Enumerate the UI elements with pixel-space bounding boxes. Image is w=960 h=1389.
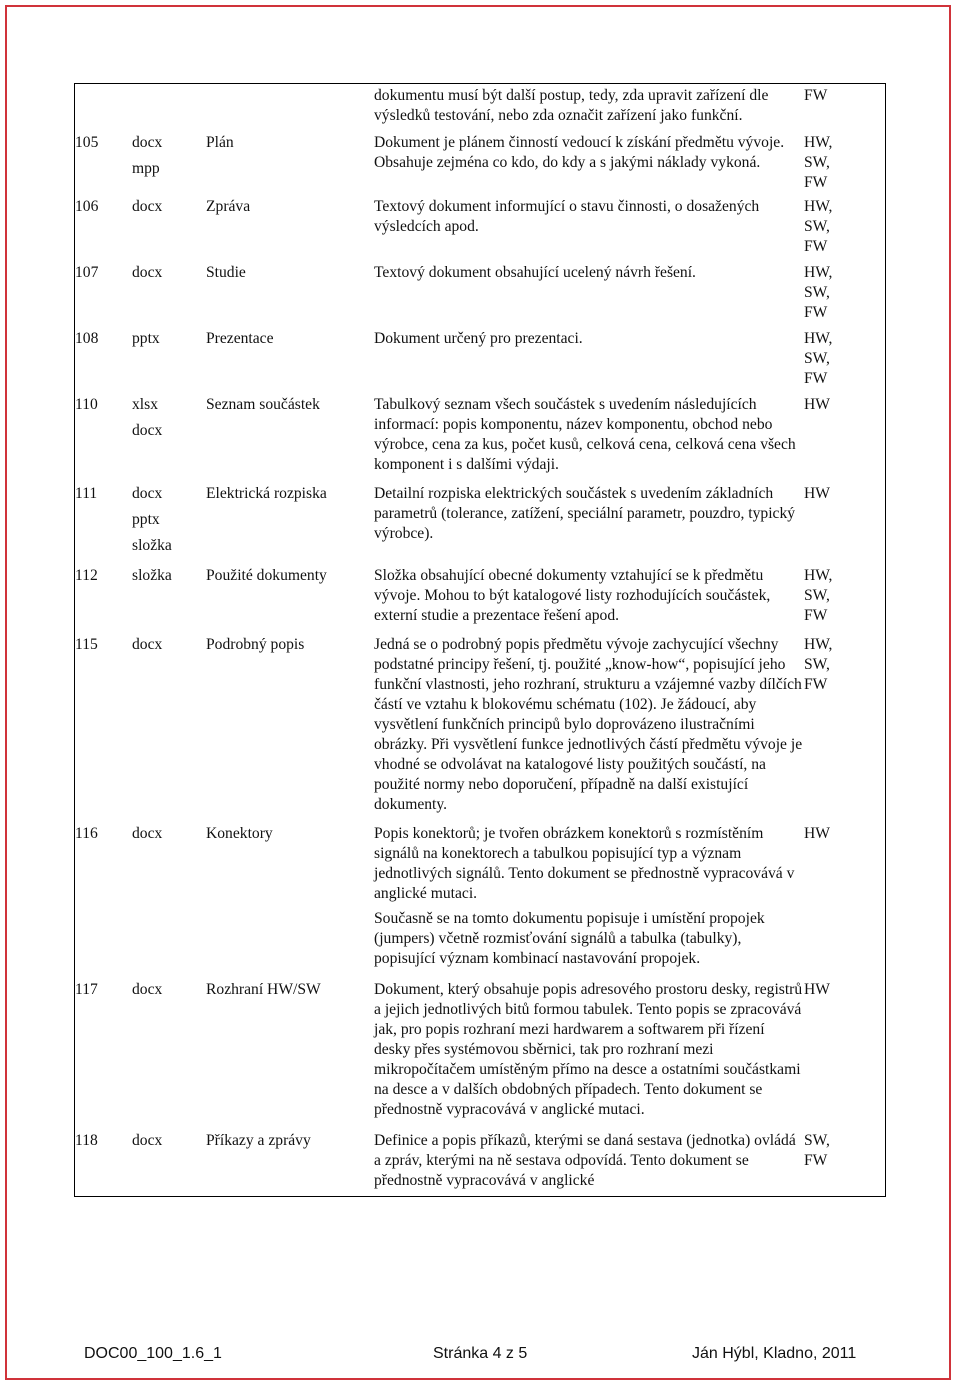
file-formats	[132, 389, 206, 480]
footer-page-number: Stránka 4 z 5	[433, 1345, 528, 1362]
target-category: SW,	[804, 587, 830, 604]
row-number	[75, 257, 133, 323]
target-category: FW	[804, 304, 828, 321]
file-format: pptx	[132, 330, 160, 347]
document-name	[206, 1125, 374, 1197]
target-category: FW	[804, 607, 828, 624]
target-category: FW	[804, 174, 828, 191]
document-description	[374, 562, 804, 631]
table-row	[75, 193, 886, 257]
description-paragraph: Tabulkový seznam všech součástek s uvedením následujících informací: popis komponentu, název komponentu, obchod nebo výrobce, cena za kus, počet kusů, celková cena, celková cena všech komponent i s dalšími výdaji.	[374, 396, 796, 473]
table-row	[75, 389, 886, 480]
document-description	[374, 131, 804, 193]
document-name	[206, 257, 374, 323]
description-paragraph: Definice a popis příkazů, kterými se daná sestava (jednotka) ovládá a zpráv, kterými na ně sestava odpovídá. Tento dokument se přednostně vypracovává v anglické	[374, 1132, 796, 1189]
description-paragraph: Současně se na tomto dokumentu popisuje i umístění propojek (jumpers) včetně rozmisťování signálů a tabulka (tabulky), popisující význam kombinací nastavování propojek.	[374, 910, 765, 967]
table-row	[75, 631, 886, 820]
document-name	[206, 131, 374, 193]
row-number	[75, 131, 133, 193]
document-name-text: Studie	[206, 264, 246, 281]
file-format: docx	[132, 264, 163, 281]
row-number	[75, 323, 133, 389]
row-number-text: 108	[75, 330, 99, 347]
description-paragraph: Popis konektorů; je tvořen obrázkem konektorů s rozmístěním signálů na konektorech a tabulkou popisující typ a význam jednotlivých signálů. Tento dokument se přednostně vypracovává v anglické mutaci.	[374, 825, 795, 902]
document-description	[374, 323, 804, 389]
file-formats	[132, 974, 206, 1125]
target-categories	[804, 480, 886, 562]
description-paragraph: Detailní rozpiska elektrických součástek s uvedením základních parametrů (tolerance, zatížení, speciální parametr, pouzdro, typický výrobce).	[374, 485, 796, 542]
file-format: docx	[132, 825, 163, 842]
document-name-text: Seznam součástek	[206, 396, 320, 413]
table-row	[75, 562, 886, 631]
target-category: FW	[804, 1152, 828, 1169]
target-categories	[804, 323, 886, 389]
file-format: docx	[132, 1132, 163, 1149]
target-categories	[804, 974, 886, 1125]
description-paragraph: Dokument je plánem činností vedoucí k získání předmětu vývoje. Obsahuje zejména co kdo, do kdy a s jakými náklady vykoná.	[374, 134, 785, 171]
table-row	[75, 480, 886, 562]
row-number	[75, 562, 133, 631]
row-number-text: 111	[75, 485, 98, 502]
file-formats	[132, 820, 206, 974]
document-name-text: Prezentace	[206, 330, 274, 347]
document-table	[74, 83, 886, 1197]
file-format: docx	[132, 981, 163, 998]
target-category: HW	[804, 396, 830, 413]
document-name	[206, 193, 374, 257]
target-categories	[804, 131, 886, 193]
document-description	[374, 974, 804, 1125]
row-number-text: 105	[75, 134, 99, 151]
document-name-text: Elektrická rozpiska	[206, 485, 327, 502]
file-format: složka	[132, 567, 172, 584]
row-number	[75, 193, 133, 257]
description-paragraph: dokumentu musí být další postup, tedy, zda upravit zařízení dle výsledků testování, nebo zda označit zařízení jako funkční.	[374, 87, 769, 124]
target-category: FW	[804, 238, 828, 255]
row-number	[75, 84, 133, 132]
target-categories	[804, 193, 886, 257]
description-paragraph: Dokument určený pro prezentaci.	[374, 330, 583, 347]
target-category: HW	[804, 485, 830, 502]
row-number-text: 118	[75, 1132, 98, 1149]
row-number	[75, 480, 133, 562]
row-number-text: 115	[75, 636, 98, 653]
document-description	[374, 84, 804, 132]
file-format: docx	[132, 422, 163, 439]
document-name	[206, 389, 374, 480]
target-category: SW,	[804, 218, 830, 235]
file-formats	[132, 257, 206, 323]
target-category: SW,	[804, 154, 830, 171]
target-categories	[804, 84, 886, 132]
document-description	[374, 480, 804, 562]
file-format: docx	[132, 134, 163, 151]
file-formats	[132, 84, 206, 132]
target-category: SW,	[804, 656, 830, 673]
file-formats	[132, 323, 206, 389]
target-category: HW,	[804, 198, 833, 215]
row-number	[75, 389, 133, 480]
document-name-text: Použité dokumenty	[206, 567, 327, 584]
table-row	[75, 257, 886, 323]
target-category: HW,	[804, 134, 833, 151]
table-row	[75, 820, 886, 974]
file-format: docx	[132, 636, 163, 653]
target-categories	[804, 1125, 886, 1197]
file-formats	[132, 562, 206, 631]
file-formats	[132, 480, 206, 562]
target-category: HW,	[804, 636, 833, 653]
target-categories	[804, 631, 886, 820]
table-row	[75, 323, 886, 389]
target-category: SW,	[804, 350, 830, 367]
document-description	[374, 1125, 804, 1197]
table-row	[75, 131, 886, 193]
row-number-text: 116	[75, 825, 98, 842]
document-name	[206, 631, 374, 820]
footer-author: Ján Hýbl, Kladno, 2011	[692, 1345, 857, 1362]
row-number	[75, 631, 133, 820]
description-paragraph: Textový dokument obsahující ucelený návrh řešení.	[374, 264, 696, 281]
file-formats	[132, 131, 206, 193]
table-row	[75, 974, 886, 1125]
document-name	[206, 323, 374, 389]
document-description	[374, 389, 804, 480]
document-description	[374, 193, 804, 257]
row-number-text: 107	[75, 264, 99, 281]
row-number	[75, 820, 133, 974]
footer-document-id: DOC00_100_1.6_1	[84, 1345, 222, 1362]
document-description	[374, 257, 804, 323]
file-format: docx	[132, 485, 163, 502]
description-paragraph: Textový dokument informující o stavu činnosti, o dosažených výsledcích apod.	[374, 198, 760, 235]
target-categories	[804, 257, 886, 323]
target-categories	[804, 820, 886, 974]
target-category: SW,	[804, 1132, 830, 1149]
document-name-text: Zpráva	[206, 198, 251, 215]
target-category: FW	[804, 676, 828, 693]
target-category: HW	[804, 825, 830, 842]
target-category: HW,	[804, 330, 833, 347]
document-name-text: Konektory	[206, 825, 273, 842]
document-name-text: Příkazy a zprávy	[206, 1132, 311, 1149]
row-number-text: 106	[75, 198, 99, 215]
target-categories	[804, 389, 886, 480]
document-description	[374, 631, 804, 820]
description-paragraph: Jedná se o podrobný popis předmětu vývoje zachycující všechny podstatné principy řešení, tj. použité „know-how“, popisující jeho funkční vlastnosti, jeho rozhraní, strukturu a vzájemné vazby dílčích částí ve vztahu k blokovému schématu (102). Je žádoucí, aby vysvětlení funkčních principů bylo doprovázeno ilustračními obrázky. Při vysvětlení funkce jednotlivých částí předmětu vývoje je vhodné se odvolávat na katalogové listy použitých součástí, na použité normy nebo doporučení, případně na další existující dokumenty.	[374, 636, 803, 813]
file-format: docx	[132, 198, 163, 215]
document-name	[206, 974, 374, 1125]
target-category: HW	[804, 981, 830, 998]
row-number	[75, 974, 133, 1125]
target-category: FW	[804, 370, 828, 387]
document-table-body	[75, 84, 886, 1197]
file-format: pptx	[132, 511, 160, 528]
table-row	[75, 1125, 886, 1197]
target-category: SW,	[804, 284, 830, 301]
table-row	[75, 84, 886, 132]
target-category: HW,	[804, 264, 833, 281]
document-name	[206, 84, 374, 132]
target-categories	[804, 562, 886, 631]
row-number-text: 112	[75, 567, 98, 584]
document-name-text: Plán	[206, 134, 234, 151]
file-format: xlsx	[132, 396, 158, 413]
document-name	[206, 820, 374, 974]
file-formats	[132, 631, 206, 820]
file-formats	[132, 1125, 206, 1197]
file-format: mpp	[132, 160, 160, 177]
row-number-text: 117	[75, 981, 98, 998]
document-description	[374, 820, 804, 974]
document-name-text: Podrobný popis	[206, 636, 305, 653]
target-category: FW	[804, 87, 828, 104]
row-number-text: 110	[75, 396, 98, 413]
target-category: HW,	[804, 567, 833, 584]
file-format: složka	[132, 537, 172, 554]
description-paragraph: Složka obsahující obecné dokumenty vztahující se k předmětu vývoje. Mohou to být katalogové listy rozhodujících součástek, externí studie a prezentace řešení apod.	[374, 567, 771, 624]
file-formats	[132, 193, 206, 257]
document-name	[206, 562, 374, 631]
row-number	[75, 1125, 133, 1197]
description-paragraph: Dokument, který obsahuje popis adresového prostoru desky, registrů a jejich jednotlivých bitů formou tabulek. Tento popis se zpracovává jak, pro popis rozhraní mezi hardwarem a softwarem při řízení desky přes systémovou sběrnici, tak pro rozhraní mezi mikropočítačem umístěným přímo na desce a ostatními součástkami na desce a v dalších obdobných případech. Tento dokument se přednostně vypracovává v anglické mutaci.	[374, 981, 803, 1118]
document-name	[206, 480, 374, 562]
document-name-text: Rozhraní HW/SW	[206, 981, 321, 998]
